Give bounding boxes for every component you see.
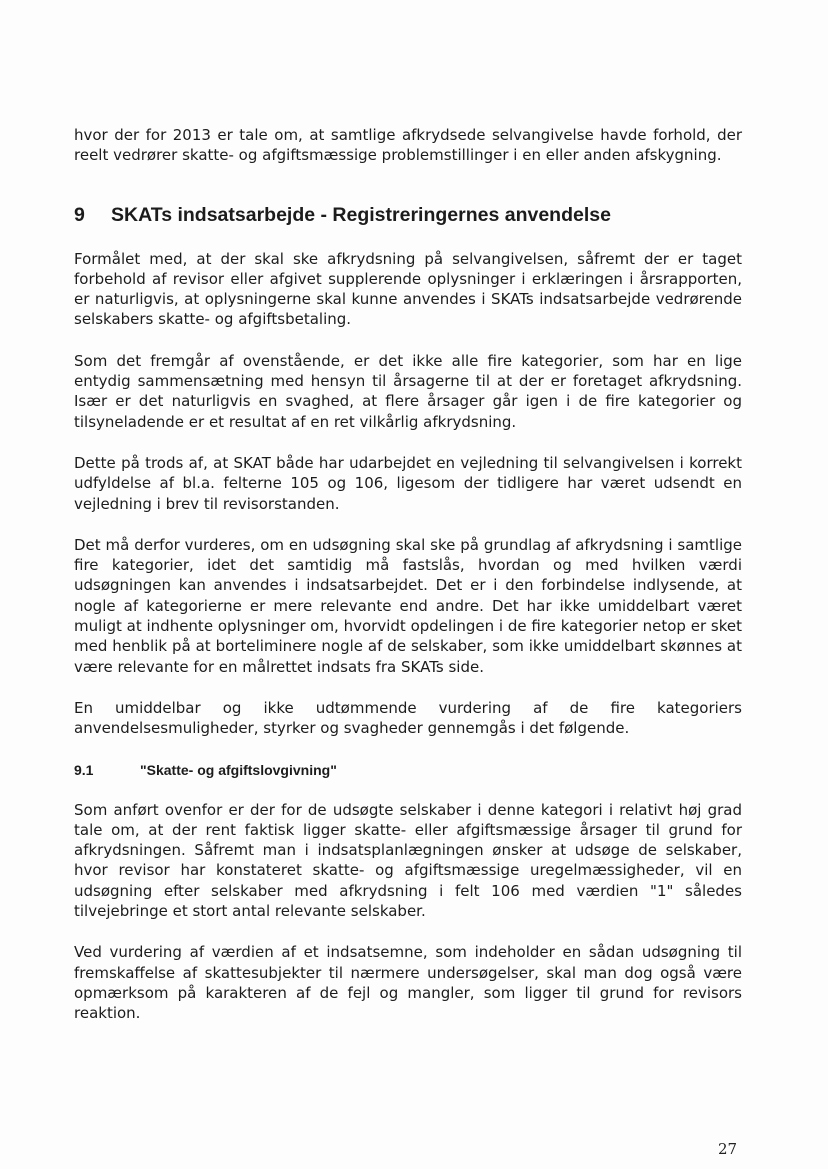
subsection-title: "Skatte- og afgiftslovgivning" (140, 761, 337, 778)
subsection-number: 9.1 (74, 761, 94, 778)
intro-paragraph: hvor der for 2013 er tale om, at samtlige afkrydsede selvangivelse havde forhold, der reelt vedrører skatte- og afgiftsmæssige problemstillinger i en eller anden afskygning. (74, 126, 742, 165)
section-heading (74, 202, 742, 228)
section-title: SKATs indsatsarbejde - Registreringernes anvendelse (111, 203, 611, 226)
paragraph: En umiddelbar og ikke udtømmende vurdering af de fire kategoriers anvendelsesmuligheder, styrker og svagheder gennemgås i det følgende. (74, 698, 742, 738)
paragraph: Som anført ovenfor er der for de udsøgte selskaber i denne kategori i relativt høj grad tale om, at der rent faktisk ligger skatte- eller afgiftsmæssige årsager til grund for afkrydsningen. Såfremt man i indsatsplanlægningen ønsker at udsøge de selskaber, hvor revisor har konstateret skatte- og afgiftsmæssige uregelmæssigheder, vil en udsøgning efter selskaber med afkrydsning i felt 106 med værdien "1" således tilvejebringe et stort antal relevante selskaber. (74, 800, 742, 921)
section-number: 9 (74, 203, 85, 226)
paragraph: Det må derfor vurderes, om en udsøgning skal ske på grundlag af afkrydsning i samtlige fire kategorier, idet det samtidig må fastslås, hvordan og med hvilken værdi udsøgningen kan anvendes i indsatsarbejdet. Det er i den forbindelse indlysende, at nogle af kategorierne er mere relevante end andre. Det har ikke umiddelbart været muligt at indhente oplysninger om, hvorvidt opdelingen i de fire kategorier netop er sket med henblik på at borteliminere nogle af de selskaber, som ikke umiddelbart skønnes at være relevante for en målrettet indsats fra SKATs side. (74, 535, 742, 676)
paragraph: Dette på trods af, at SKAT både har udarbejdet en vejledning til selvangivelsen i korrekt udfyldelse af bl.a. felterne 105 og 106, ligesom der tidligere har været udsendt en vejledning i brev til revisorstanden. (74, 453, 742, 513)
paragraph: Som det fremgår af ovenstående, er det ikke alle fire kategorier, som har en lige entydig sammensætning med hensyn til årsagerne til at der er foretaget afkrydsning. Især er det naturligvis en svaghed, at flere årsager går igen i de fire kategorier og tilsyneladende er et resultat af en ret vilkårlig afkrydsning. (74, 351, 742, 431)
page-content (74, 125, 742, 1024)
page-number: 27 (718, 1140, 738, 1158)
subsection-heading (74, 760, 742, 780)
paragraph: Ved vurdering af værdien af et indsatsemne, som indeholder en sådan udsøgning til fremskaffelse af skattesubjekter til nærmere undersøgelser, skal man dog også være opmærksom på karakteren af de fejl og mangler, som ligger til grund for revisors reaktion. (74, 943, 742, 1023)
paragraph: Formålet med, at der skal ske afkrydsning på selvangivelsen, såfremt der er taget forbehold af revisor eller afgivet supplerende oplysninger i erklæringen i årsrapporten, er naturligvis, at oplysningerne skal kunne anvendes i SKATs indsatsarbejde vedrørende selskabers skatte- og afgiftsbetaling. (74, 249, 742, 329)
